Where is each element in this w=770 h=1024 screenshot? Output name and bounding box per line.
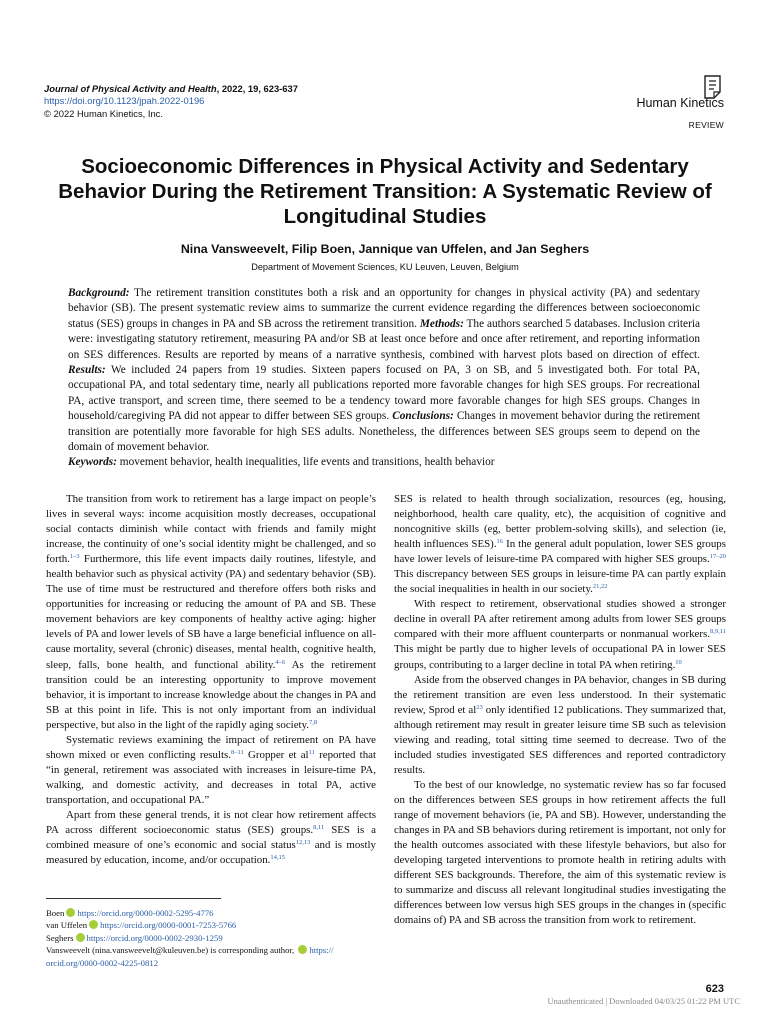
text: Apart from these general trends, it is not clear how retirement affects PA across different socioeconomic status (SES) groups. [46, 808, 376, 837]
text: The transition from work to retirement has a large impact on people’s lives in several ways: income acquisition mostly decreases, occupational social contacts diminish while contact with friends and family might increase, the continuity of one’s social identity might be challenged, and so forth. [46, 493, 376, 566]
citation-ref[interactable]: 23 [476, 703, 483, 711]
footnote-seghers [46, 932, 378, 944]
author-list: Nina Vansweevelt, Filip Boen, Jannique van Uffelen, and Jan Seghers [180, 242, 590, 256]
paragraph [46, 492, 376, 733]
citation-ref[interactable]: 14,15 [270, 854, 286, 862]
journal-name: Journal of Physical Activity and Health [44, 83, 217, 94]
citation-ref[interactable]: 8,9,11 [709, 628, 726, 636]
orcid-link[interactable]: https://orcid.org/0000-0002-5295-4776 [77, 908, 214, 918]
footnote-name: Seghers [46, 932, 74, 943]
orcid-icon [89, 920, 98, 929]
footnote-text: Vansweevelt (nina.vansweevelt@kuleuven.be) is corresponding author, [46, 945, 295, 956]
paragraph [394, 492, 726, 597]
copyright: © 2022 Human Kinetics, Inc. [44, 107, 163, 119]
abstract [68, 286, 700, 455]
text: With respect to retirement, observational studies showed a stronger decline in overall PA after retirement among adults from lower SES groups compared with their more affluent counterparts or nonmanual workers. [394, 598, 726, 641]
article-type: REVIEW [688, 120, 724, 130]
footnotes [46, 907, 378, 969]
article-title: Socioeconomic Differences in Physical Activity and Sedentary Behavior During the Retirement Transition: A Systematic Review of Longitudinal Studies [58, 155, 712, 228]
page-number: 623 [705, 983, 724, 995]
publisher-name: Human Kinetics [636, 96, 724, 110]
orcid-link[interactable]: https://orcid.org/0000-0002-2930-1259 [86, 932, 223, 943]
citation-ref[interactable]: 16 [496, 538, 504, 546]
orcid-link-continued[interactable]: orcid.org/0000-0002-4225-0812 [46, 957, 159, 968]
paragraph [46, 808, 376, 868]
orcid-icon [66, 908, 75, 917]
download-watermark: Unauthenticated | Downloaded 04/03/25 01:22 PM UTC [547, 996, 740, 1006]
body-column-right [394, 492, 726, 928]
footnote-vansweevelt [46, 944, 378, 956]
footnote-divider [46, 898, 221, 899]
text: In the general adult population, lower SES groups have lower levels of leisure-time PA compared with higher SES groups. [394, 538, 726, 566]
citation-ref[interactable]: 17–20 [709, 553, 726, 561]
text: SES is a combined measure of one’s economic and social status [46, 824, 376, 852]
footnote-name: van Uffelen [46, 920, 88, 931]
paragraph [46, 733, 376, 808]
journal-volume: , 2022, 19, 623-637 [216, 83, 298, 94]
citation-ref[interactable]: 21,22 [592, 583, 608, 591]
orcid-icon [298, 945, 307, 954]
paragraph [394, 673, 726, 778]
orcid-icon [76, 933, 85, 942]
text: This might be partly due to higher levels of occupational PA in lower SES groups, contributing to a larger decline in total PA when retiring. [394, 643, 726, 671]
journal-header [44, 83, 298, 120]
paragraph: To the best of our knowledge, no systematic review has so far focused on the differences between SES groups in how retirement affects the full range of movement behaviors (ie, PA and SB). However, understanding the changes in PA and SB behaviors during retirement is important, not only for the health outcomes associated with these lifestyle behaviors, but also for developing targeted interventions to promote health in retiring adults with different SES backgrounds. Therefore, the aim of this systematic review is to summarize and discuss all relevant longitudinal studies investigating the differences between low versus high SES groups in the changes in (specific domains of) PA and SB across the transition from work to retirement. [394, 778, 726, 927]
doi-link[interactable]: https://doi.org/10.1123/jpah.2022-0196 [44, 95, 205, 107]
footnote-name: Boen [46, 908, 65, 918]
citation-ref[interactable]: 10 [675, 658, 682, 666]
text: reported that “in general, retirement was associated with increases in leisure-time PA, walking, and domestic activity, and decreases in total PA, active transportation, and occupational PA.” [46, 748, 376, 806]
journal-citation [44, 83, 298, 95]
keywords [68, 455, 700, 470]
citation-ref[interactable]: 8–11 [230, 748, 244, 756]
body-column-left [46, 492, 376, 868]
text: As the retirement transition could be an interesting opportunity to improve movement behavior, it is important to increase knowledge about the changes in PA and SB at this point in life. This is not only important from an individual perspective, but also in the light of the rapidly aging society. [46, 658, 376, 731]
citation-ref[interactable]: 4–6 [275, 658, 286, 666]
orcid-link[interactable]: https://orcid.org/0000-0001-7253-5766 [100, 920, 237, 931]
text: Aside from the observed changes in PA behavior, changes in SB during the retirement transition are even less understood. In their systematic review, Sprod et al [394, 673, 726, 716]
citation-ref[interactable]: 1–3 [69, 553, 80, 561]
text: Systematic reviews examining the impact of retirement on PA have shown mixed or even conflicting results. [46, 733, 376, 761]
footnote-boen [46, 907, 378, 919]
results-label: Results: [68, 364, 106, 377]
paragraph [394, 597, 726, 672]
text: This discrepancy between SES groups in leisure-time PA can partly explain the social inequalities in health in our society. [394, 568, 726, 596]
citation-ref[interactable]: 8,11 [313, 824, 325, 832]
text: SES is related to health through socialization, resources (eg, housing, neighborhood, health care quality, etc), the acquisition of cognitive and noncognitive skills (eg, better problem-solving skills), and selection (ie, health influences SES). [394, 493, 726, 551]
keywords-label: Keywords: [68, 456, 117, 468]
text: Gropper et al [243, 748, 309, 761]
background-label: Background: [68, 287, 130, 299]
orcid-link[interactable]: https:// [309, 945, 334, 956]
background-text: The retirement transition constitutes both a risk and an opportunity for changes in physical activity (PA) and sedentary behavior (SB). The present systematic review aims to summarize the current evidence regarding the differences between socioeconomic status (SES) groups in changes in PA and SB across the retirement transition. [68, 287, 700, 330]
citation-ref[interactable]: 11 [308, 748, 315, 756]
keywords-text: movement behavior, health inequalities, life events and transitions, health behavior [116, 456, 495, 468]
citation-ref[interactable]: 7,8 [309, 718, 318, 726]
footnote-van-uffelen [46, 919, 378, 931]
conclusions-label: Conclusions: [392, 410, 454, 423]
text: only identified 12 publications. They summarized that, although retirement may result in greater leisure time SB such as television viewing and reading, total sitting time seemed to decrease. Two of the included studies investigated SES differences and reported contradictory results. [394, 703, 726, 776]
results-text: We included 24 papers from 19 studies. Sixteen papers focused on PA, 3 on SB, and 5 investigated both. For total PA, occupational PA, and total sedentary time, nearly all publications reported more favorable changes for high SES groups. For recreational PA, active transport, and screen time, there seemed to be a tendency toward more favorable changes for high SES groups. Changes in household/caregiving PA did not appear to differ between SES groups. [68, 364, 700, 423]
text: Furthermore, this life event impacts daily routines, lifestyle, and health behavior such as physical activity (PA) and sedentary behavior (SB). The use of time must be restructured and therefore offers both risks and opportunities for increasing or reducing the amount of PA and SB. These movement behaviors are key components of healthy active aging: higher levels of PA and lower levels of SB have a large beneficial influence on all-cause mortality, several (chronic) diseases, mental health, cognitive health, sleep, falls, bone health, and functional ability. [46, 553, 376, 671]
text: and is mostly measured by education, income, and/or occupation. [46, 839, 376, 867]
methods-label: Methods: [419, 317, 464, 330]
conclusions-text: Changes in movement behavior during the retirement transition are potentially more favorable for high SES adults. Nonetheless, the differences between SES groups seem to depend on the domain of movement behavior. [68, 410, 700, 454]
affiliation: Department of Movement Sciences, KU Leuven, Leuven, Belgium [251, 262, 519, 272]
methods-text: The authors searched 5 databases. Inclusion criteria were: investigating statutory retirement, measuring PA and/or SB at least once before and once after retirement, and reporting information on SES differences. Results are reported by means of a narrative synthesis, combined with harvest plots based on direction of effect. [68, 317, 700, 361]
citation-ref[interactable]: 12,13 [295, 839, 311, 847]
publisher-brand [636, 72, 724, 130]
